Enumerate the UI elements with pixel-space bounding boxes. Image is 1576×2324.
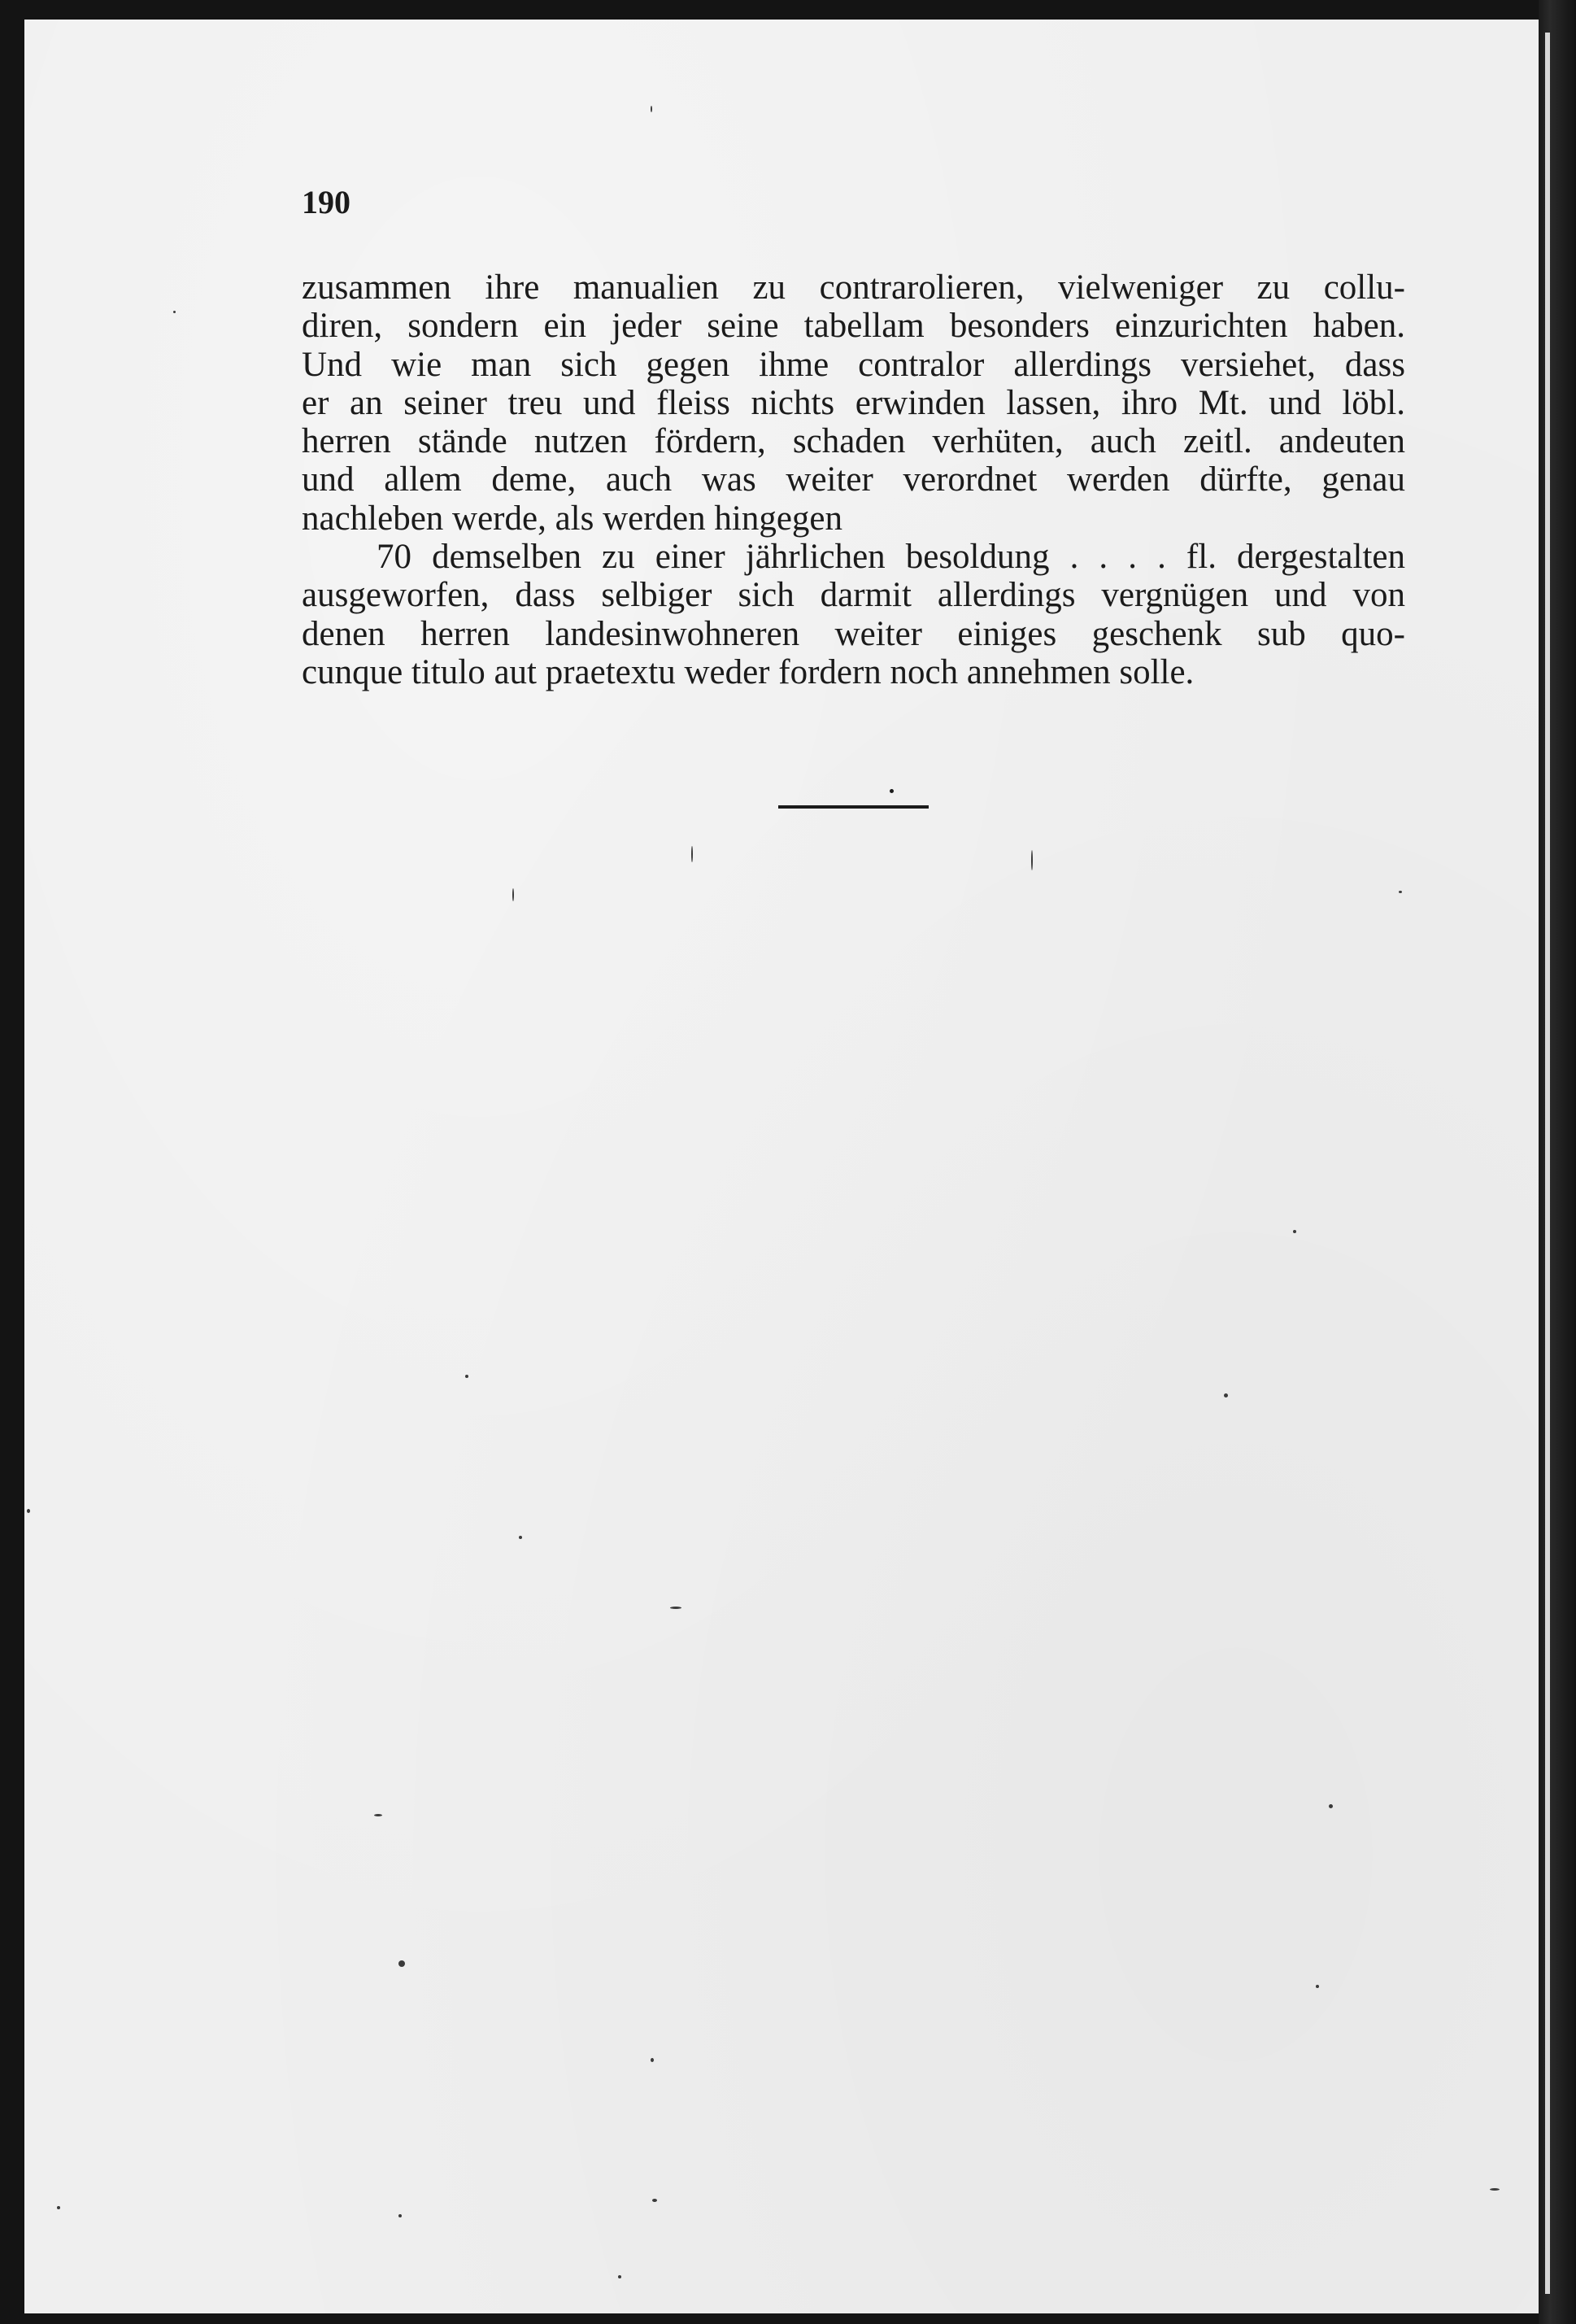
scan-speck — [691, 846, 693, 862]
scan-speck — [1293, 1230, 1296, 1233]
scan-speck — [1224, 1393, 1228, 1397]
text-line: nachleben werde, als werden hingegen — [302, 499, 843, 538]
scan-speck — [618, 2275, 621, 2278]
scan-speck — [670, 1607, 681, 1609]
text-line: zusammen ihre manualien zu contrarolieren, vielweniger zu collu- — [302, 268, 1405, 307]
text-line: 70 demselben zu einer jährlichen besoldung . . . . fl. dergestalten — [377, 538, 1405, 577]
scan-speck — [374, 1814, 382, 1816]
text-line: ausgeworfen, dass selbiger sich darmit allerdings vergnügen und von — [302, 576, 1405, 615]
scan-speck — [173, 311, 176, 313]
scan-speck — [1031, 850, 1033, 870]
text-line: er an seiner treu und fleiss nichts erwinden lassen, ihro Mt. und löbl. — [302, 383, 1405, 422]
text-line: herren stände nutzen fördern, schaden verhüten, auch zeitl. andeuten — [302, 422, 1405, 461]
adjacent-page-sliver — [1545, 33, 1550, 2294]
scan-speck — [57, 2206, 60, 2209]
scan-speck — [398, 1960, 405, 1967]
separator-dot — [890, 789, 894, 793]
scan-speck — [652, 2199, 657, 2202]
scan-speck — [1490, 2188, 1500, 2191]
text-line: cunque titulo aut praetextu weder fordern noch annehmen solle. — [302, 652, 1195, 691]
scan-speck — [27, 1509, 30, 1513]
text-line: diren, sondern ein jeder seine tabellam besonders einzurichten haben. — [302, 307, 1405, 346]
scan-speck — [1329, 1804, 1333, 1808]
scan-speck — [398, 2214, 402, 2217]
scan-speck — [512, 888, 514, 901]
text-line: denen herren landesinwohneren weiter einiges geschenk sub quo- — [302, 614, 1405, 653]
scan-speck — [465, 1375, 468, 1378]
page-number: 190 — [302, 184, 350, 220]
scan-right-edge — [1539, 0, 1576, 2324]
scan-speck — [651, 106, 652, 112]
scan-speck — [651, 2058, 654, 2062]
scan-speck — [1316, 1985, 1319, 1988]
body-text — [302, 268, 1405, 691]
text-line: und allem deme, auch was weiter verordnet werden dürfte, genau — [302, 460, 1405, 499]
scan-speck — [1399, 891, 1402, 893]
section-separator-rule — [778, 805, 929, 809]
text-line: Und wie man sich gegen ihme contralor allerdings versiehet, dass — [302, 345, 1405, 384]
scan-speck — [519, 1536, 522, 1539]
